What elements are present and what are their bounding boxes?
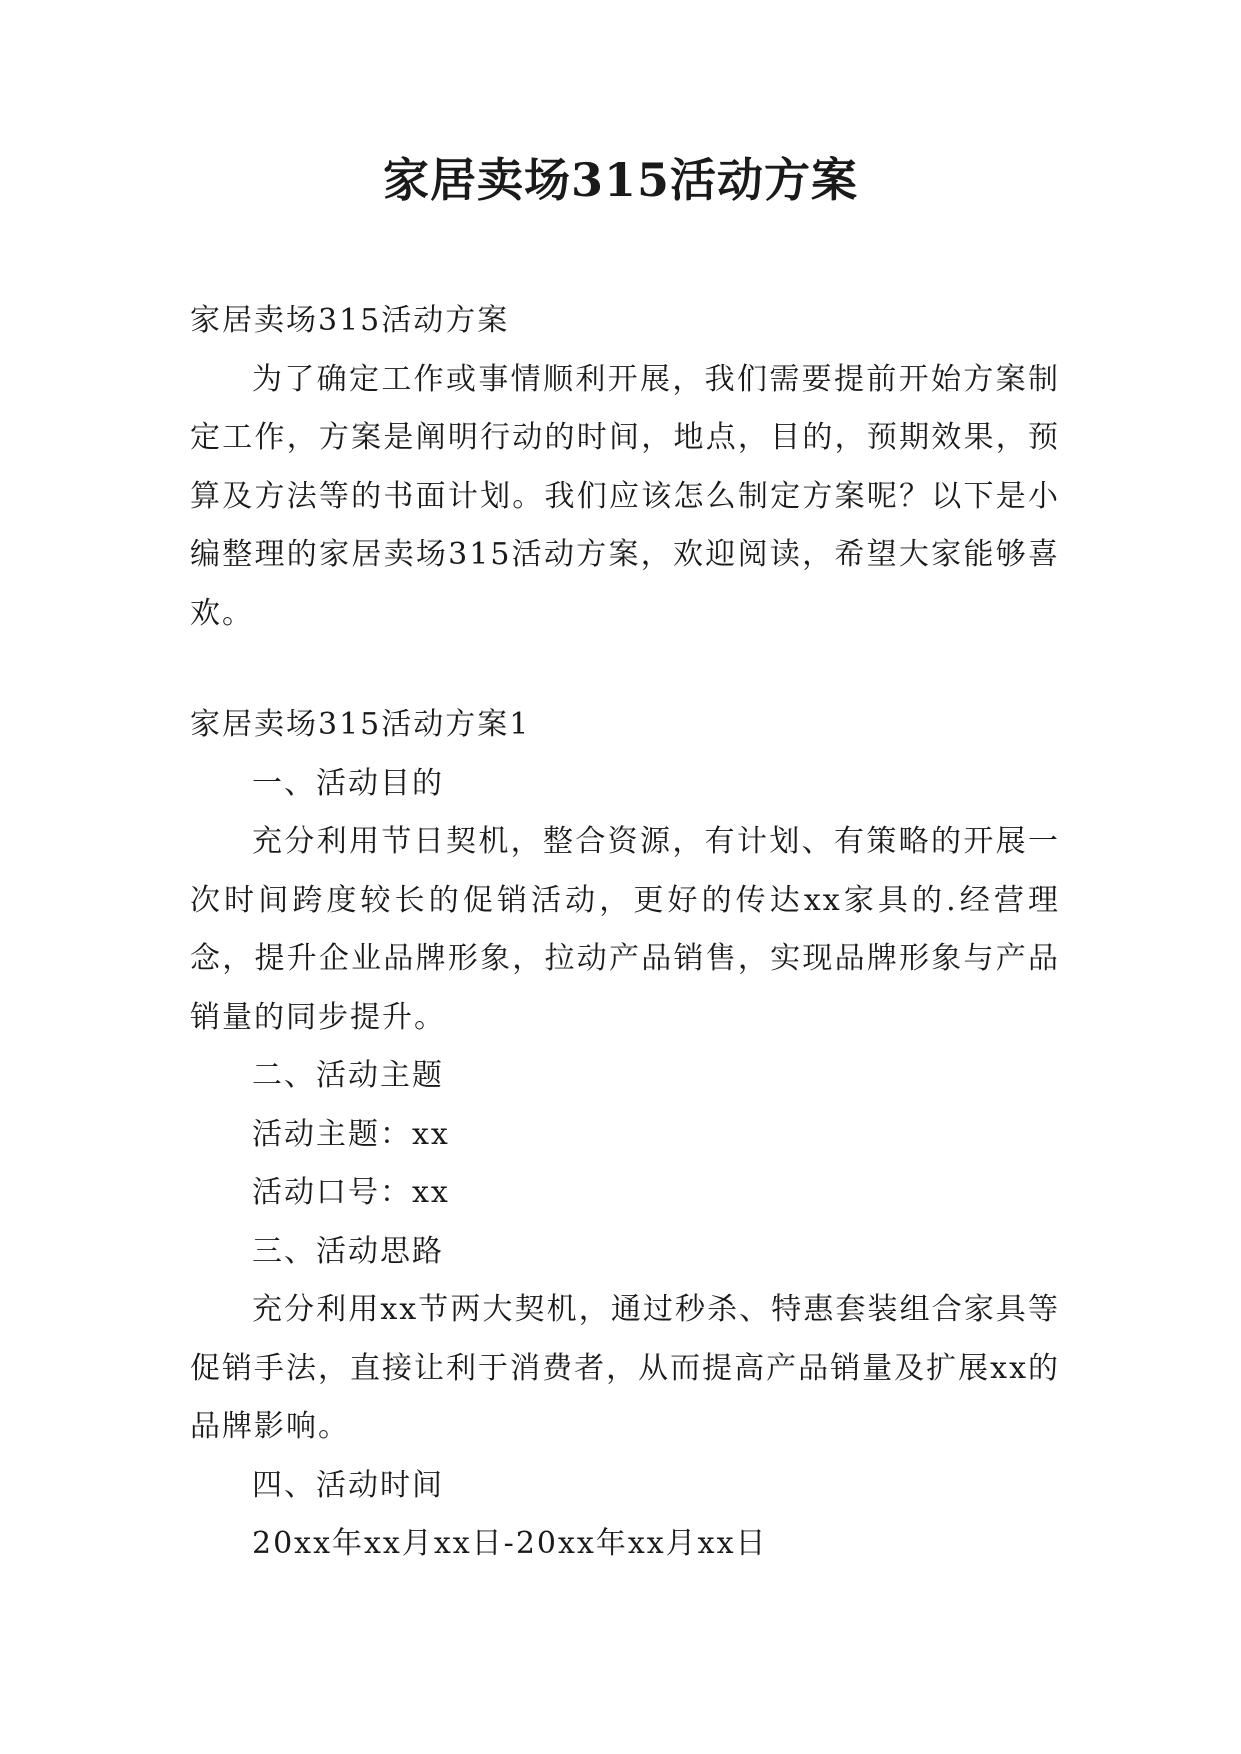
paragraph-gap — [190, 643, 1060, 696]
time-paragraph: 20xx年xx月xx日-20xx年xx月xx日 — [252, 1526, 768, 1561]
purpose-paragraph: 充分利用节日契机，整合资源，有计划、有策略的开展一次时间跨度较长的促销活动，更好的传达xx家具的.经营理念，提升企业品牌形象，拉动产品销售，实现品牌形象与产品销量的同步提升。 — [190, 824, 1060, 1035]
document-title: 家居卖场315活动方案 — [382, 153, 859, 207]
time-heading: 四、活动时间 — [252, 1467, 444, 1503]
idea-heading: 三、活动思路 — [252, 1233, 444, 1269]
theme-heading: 二、活动主题 — [252, 1058, 444, 1093]
theme-line: 活动主题：xx — [252, 1116, 450, 1152]
idea-paragraph: 充分利用xx节两大契机，通过秒杀、特惠套装组合家具等促销手法，直接让利于消费者，从而提高产品销量及扩展xx的品牌影响。 — [190, 1292, 1060, 1444]
purpose-heading: 一、活动目的 — [252, 765, 444, 801]
slogan-line: 活动口号：xx — [252, 1175, 450, 1210]
document-heading: 家居卖场315活动方案 — [190, 303, 510, 338]
intro-paragraph: 为了确定工作或事情顺利开展，我们需要提前开始方案制定工作，方案是阐明行动的时间，地点，目的，预期效果，预算及方法等的书面计划。我们应该怎么制定方案呢？以下是小编整理的家居卖场315活动方案，欢迎阅读，希望大家能够喜欢。 — [190, 361, 1060, 631]
section-title: 家居卖场315活动方案1 — [190, 707, 531, 742]
document-body — [190, 292, 1060, 1574]
